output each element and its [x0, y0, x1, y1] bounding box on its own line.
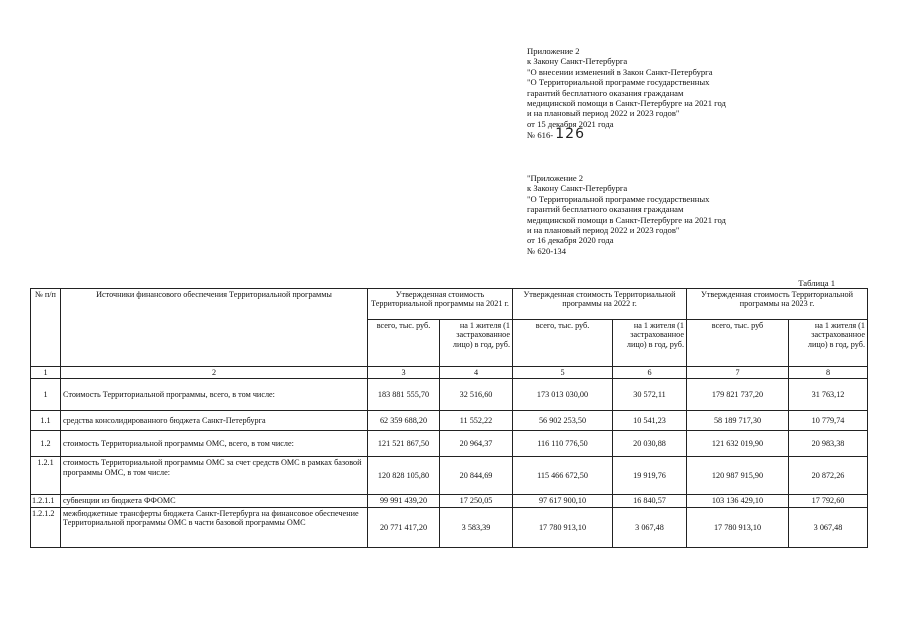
row-number: 1: [31, 379, 61, 411]
header-line: от 15 декабря 2021 года: [527, 118, 614, 129]
table-header-row: [31, 289, 868, 320]
value-2021-per-capita: 11 552,22: [440, 411, 513, 431]
value-2023-total: 58 189 717,30: [687, 411, 789, 431]
table-row: [31, 495, 868, 507]
value-2021-total: 120 828 105,80: [368, 457, 440, 495]
header-line: Приложение 2: [527, 46, 580, 56]
header-line: медицинской помощи в Санкт-Петербурге на 2021 год: [527, 214, 726, 225]
row-number: 1.2.1.2: [31, 507, 61, 547]
value-2023-total: 120 987 915,90: [687, 457, 789, 495]
table-caption: Таблица 1: [798, 278, 835, 288]
value-2022-per-capita: 20 030,88: [613, 431, 687, 457]
law-number-prefix: № 616-: [527, 130, 554, 141]
column-number: 8: [789, 367, 868, 379]
value-2022-per-capita: 16 840,57: [613, 495, 687, 507]
group-header-2022: Утвержденная стоимость Территориальной программы на 2022 г.: [513, 289, 687, 320]
value-2021-total: 20 771 417,20: [368, 507, 440, 547]
value-2021-total: 183 881 555,70: [368, 379, 440, 411]
value-2022-total: 116 110 776,50: [513, 431, 613, 457]
value-2022-per-capita: 19 919,76: [613, 457, 687, 495]
row-source: Стоимость Территориальной программы, всего, в том числе:: [61, 379, 368, 411]
row-source: средства консолидированного бюджета Санкт-Петербурга: [61, 411, 368, 431]
row-source: стоимость Территориальной программы ОМС, всего, в том числе:: [61, 431, 368, 457]
row-number: 1.2: [31, 431, 61, 457]
subheader-total: всего, тыс. руб: [687, 320, 789, 367]
value-2023-total: 121 632 019,90: [687, 431, 789, 457]
value-2023-per-capita: 10 779,74: [789, 411, 868, 431]
value-2022-total: 115 466 672,50: [513, 457, 613, 495]
header-line: гарантий бесплатного оказания гражданам: [527, 87, 684, 98]
value-2021-total: 99 991 439,20: [368, 495, 440, 507]
value-2021-per-capita: 20 844,69: [440, 457, 513, 495]
header-line: "О Территориальной программе государственных: [527, 193, 710, 204]
value-2022-per-capita: 10 541,23: [613, 411, 687, 431]
column-number-row: [31, 367, 868, 379]
column-number: 5: [513, 367, 613, 379]
table-row: [31, 431, 868, 457]
row-number: 1.1: [31, 411, 61, 431]
value-2022-total: 97 617 900,10: [513, 495, 613, 507]
value-2023-per-capita: 20 872,26: [789, 457, 868, 495]
row-number: 1.2.1: [31, 457, 61, 495]
column-number: 4: [440, 367, 513, 379]
subheader-per-capita: на 1 жителя (1 застрахованное лицо) в год, руб.: [789, 320, 868, 367]
financing-table: [30, 288, 868, 548]
value-2023-per-capita: 20 983,38: [789, 431, 868, 457]
col-header-source: Источники финансового обеспечения Территориальной программы: [61, 289, 368, 367]
value-2022-total: 173 013 030,00: [513, 379, 613, 411]
subheader-per-capita: на 1 жителя (1 застрахованное лицо) в год, руб.: [613, 320, 687, 367]
group-header-2023: Утвержденная стоимость Территориальной программы на 2023 г.: [687, 289, 868, 320]
value-2022-total: 17 780 913,10: [513, 507, 613, 547]
row-source: субвенции из бюджета ФФОМС: [61, 495, 368, 507]
law-number: [527, 126, 787, 143]
table-row: [31, 457, 868, 495]
value-2023-total: 17 780 913,10: [687, 507, 789, 547]
value-2021-total: 62 359 688,20: [368, 411, 440, 431]
value-2023-per-capita: 17 792,60: [789, 495, 868, 507]
amendment-header-block: [527, 46, 787, 141]
header-line: "О внесении изменений в Закон Санкт-Петербурга: [527, 66, 713, 77]
row-number: 1.2.1.1: [31, 495, 61, 507]
subheader-total: всего, тыс. руб.: [368, 320, 440, 367]
header-line: и на плановый период 2022 и 2023 годов": [527, 108, 680, 119]
header-line: и на плановый период 2022 и 2023 годов": [527, 225, 680, 236]
header-line: "Приложение 2: [527, 173, 584, 183]
header-line: к Закону Санкт-Петербурга: [527, 183, 628, 194]
value-2022-total: 56 902 253,50: [513, 411, 613, 431]
header-line: к Закону Санкт-Петербурга: [527, 56, 628, 67]
original-law-header-block: [527, 173, 787, 256]
value-2021-per-capita: 17 250,05: [440, 495, 513, 507]
column-number: 6: [613, 367, 687, 379]
subheader-total: всего, тыс. руб.: [513, 320, 613, 367]
value-2021-per-capita: 3 583,39: [440, 507, 513, 547]
header-line: "О Территориальной программе государственных: [527, 77, 710, 88]
group-header-2021: Утвержденная стоимость Территориальной программы на 2021 г.: [368, 289, 513, 320]
column-number: 1: [31, 367, 61, 379]
value-2021-per-capita: 32 516,60: [440, 379, 513, 411]
table-row: [31, 507, 868, 547]
value-2023-per-capita: 31 763,12: [789, 379, 868, 411]
value-2022-per-capita: 30 572,11: [613, 379, 687, 411]
value-2021-per-capita: 20 964,37: [440, 431, 513, 457]
value-2023-total: 179 821 737,20: [687, 379, 789, 411]
header-line: медицинской помощи в Санкт-Петербурге на 2021 год: [527, 98, 726, 109]
col-header-number: № п/п: [31, 289, 61, 367]
header-line: от 16 декабря 2020 года: [527, 235, 614, 246]
subheader-per-capita: на 1 жителя (1 застрахованное лицо) в год, руб.: [440, 320, 513, 367]
value-2021-total: 121 521 867,50: [368, 431, 440, 457]
column-number: 2: [61, 367, 368, 379]
handwritten-number: 126: [555, 126, 585, 143]
table-row: [31, 411, 868, 431]
value-2022-per-capita: 3 067,48: [613, 507, 687, 547]
table-row: [31, 379, 868, 411]
header-line: № 620-134: [527, 245, 566, 256]
row-source: межбюджетные трансферты бюджета Санкт-Петербурга на финансовое обеспечение Территориальной программы ОМС в части базовой программы ОМС: [61, 507, 368, 547]
value-2023-per-capita: 3 067,48: [789, 507, 868, 547]
header-line: гарантий бесплатного оказания гражданам: [527, 204, 684, 215]
column-number: 3: [368, 367, 440, 379]
column-number: 7: [687, 367, 789, 379]
row-source: стоимость Территориальной программы ОМС за счет средств ОМС в рамках базовой программы ОМС, в том числе:: [61, 457, 368, 495]
value-2023-total: 103 136 429,10: [687, 495, 789, 507]
